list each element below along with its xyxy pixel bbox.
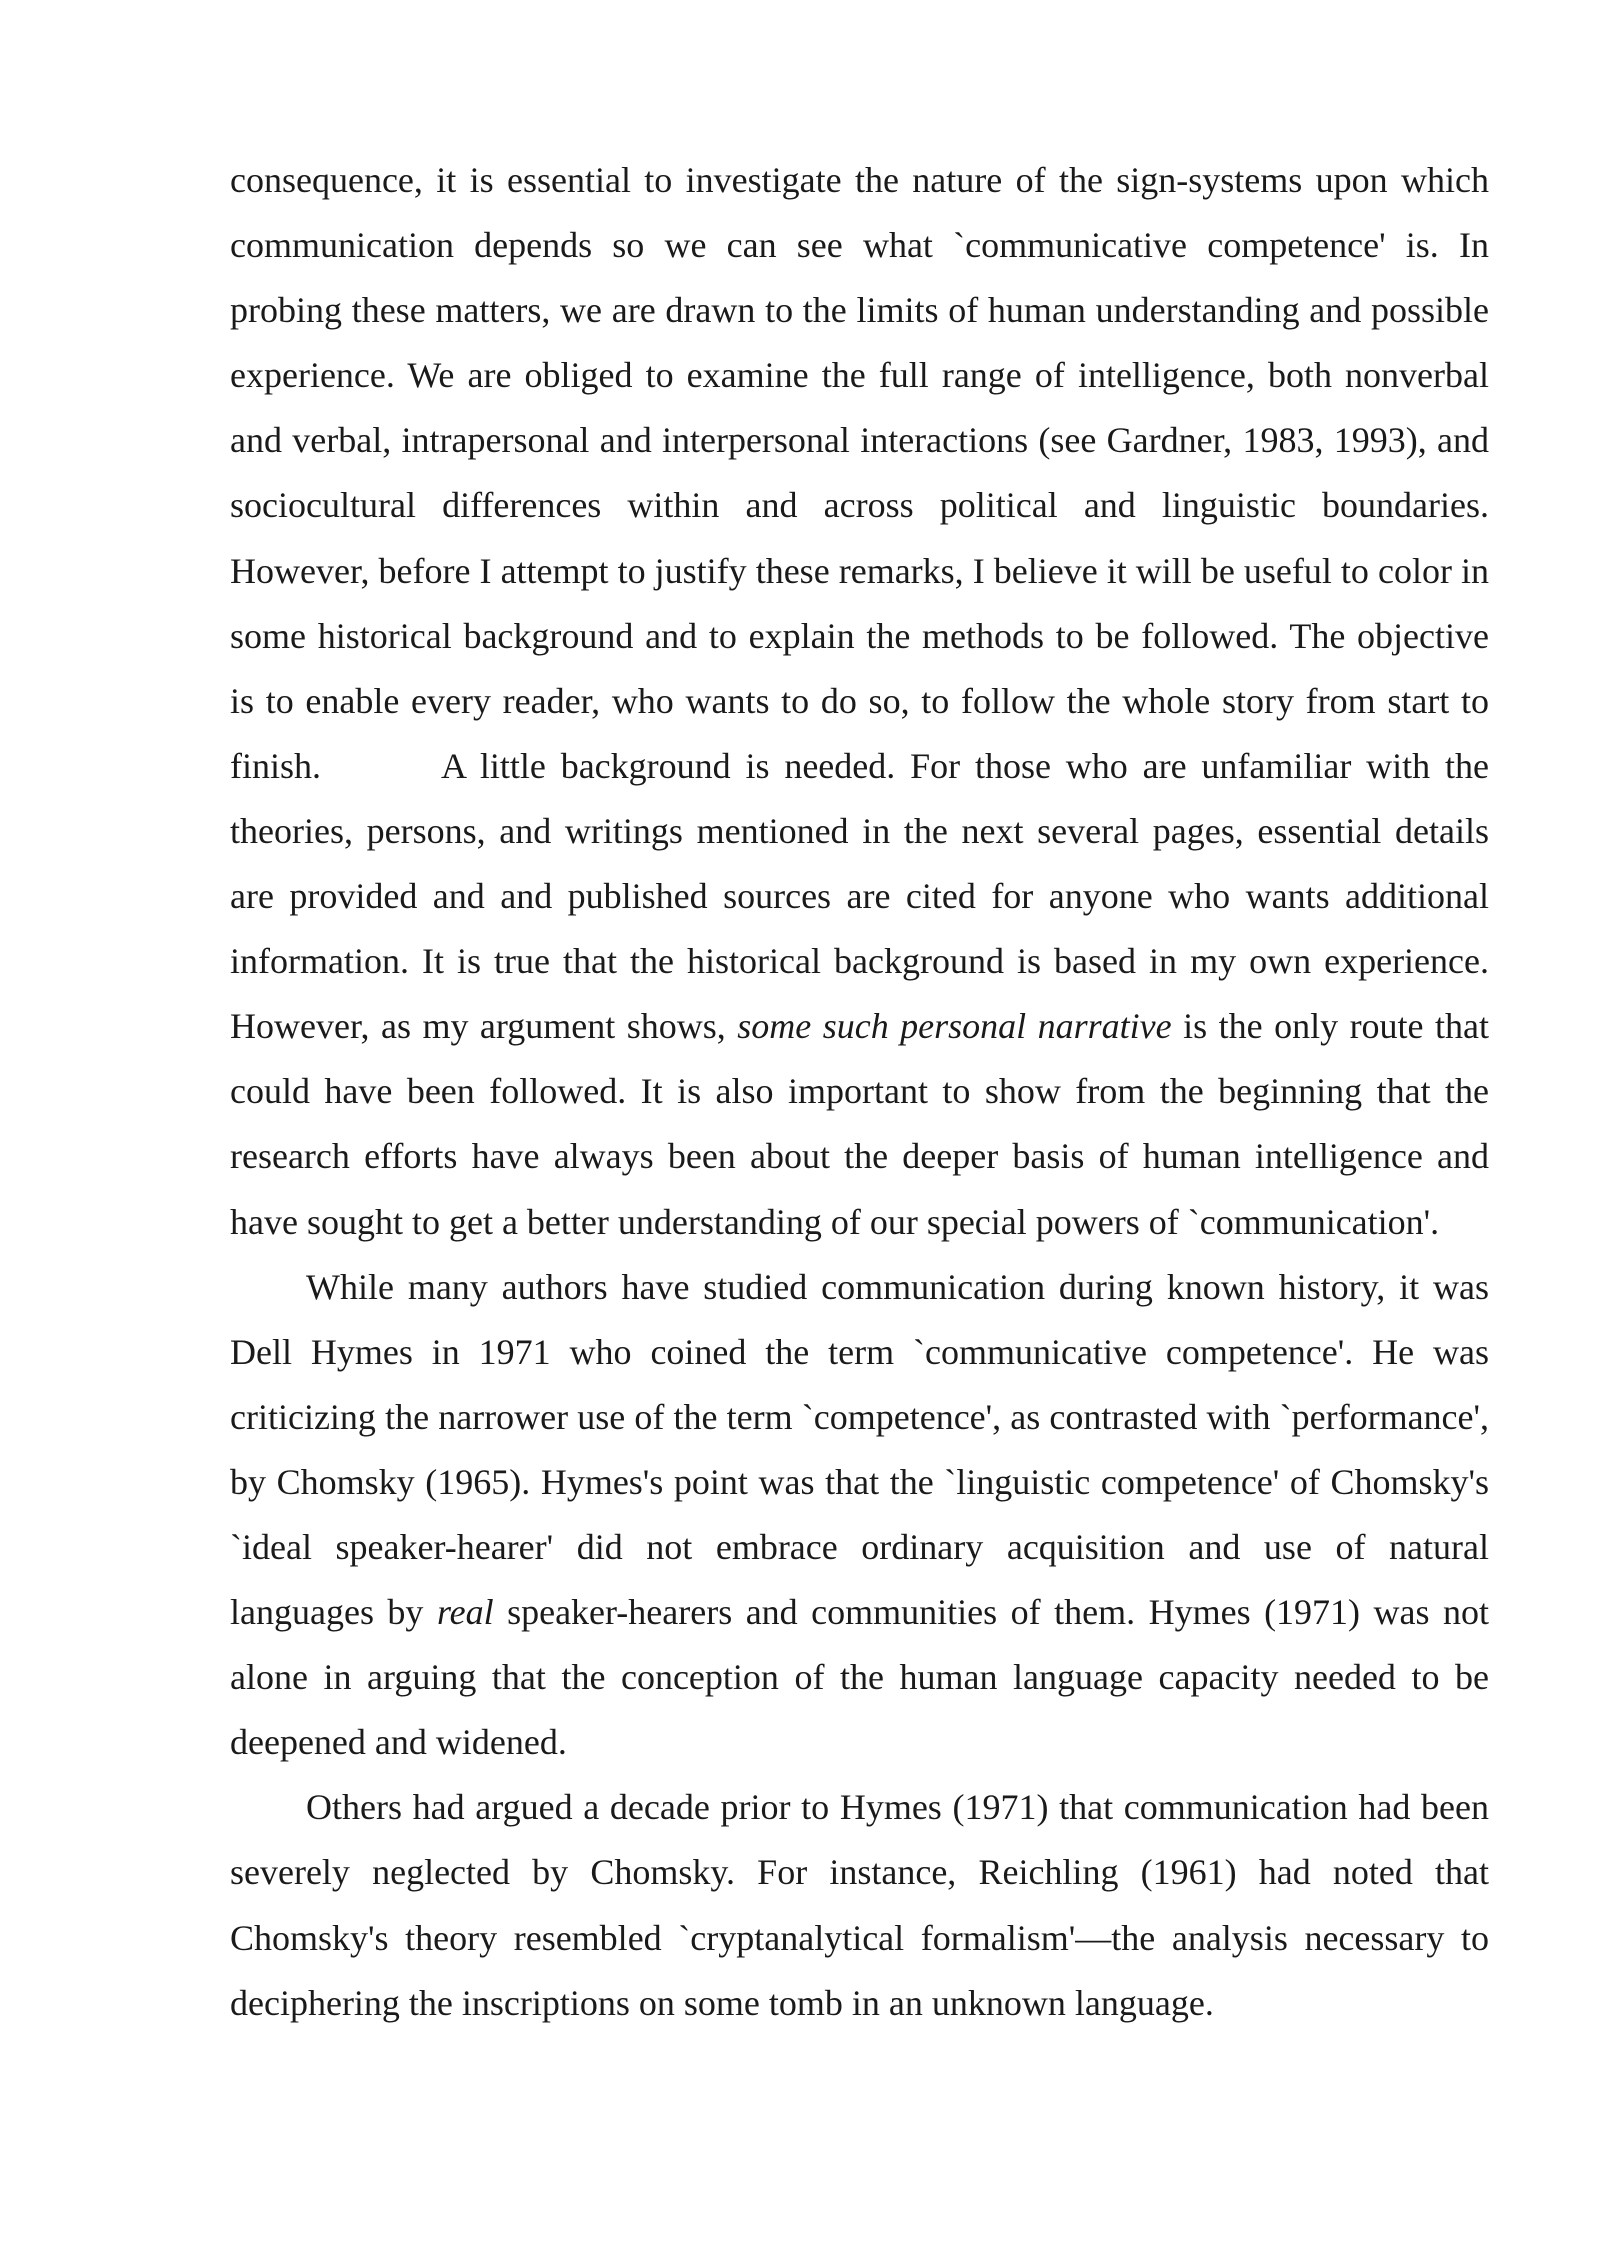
paragraph-2-text-a: While many authors have studied communication during known history, it was Dell Hymes in 1971 who coined the term `communicative competence'. He was criticizing the narrower use of the term `competence', as contrasted with `performance', by Chomsky (1965). Hymes's point was that the `linguistic competence' of Chomsky's `ideal speaker-hearer' did not embrace ordinary acquisition and use of natural languages by — [230, 1266, 1489, 1633]
paragraph-2 — [230, 1255, 1489, 1776]
paragraph-2-italic: real — [436, 1592, 494, 1633]
paragraph-3-text-a: Others had argued a decade prior to Hymes (1971) that communication had been severely neglected by Chomsky. For instance, Reichling (1961) had noted that Chomsky's theory resembled `cryptanalytical formalism'—the analysis necessary to deciphering the inscriptions on some tomb in an unknown language. — [230, 1787, 1489, 2023]
paragraph-1 — [230, 148, 1489, 1255]
body-text — [230, 148, 1489, 2036]
paragraph-1-text-c: is the only route that could have been followed. It is also important to show from the beginning that the research efforts have always been about the deeper basis of human intelligence and have sought to get a better understanding of our special powers of `communication'. — [230, 1006, 1489, 1242]
paragraph-1-italic: some such personal narrative — [737, 1006, 1172, 1047]
paragraph-1-text-a: consequence, it is essential to investigate the nature of the sign-systems upon which communication depends so we can see what `communicative competence' is. In probing these matters, we are drawn to the limits of human understanding and possible experience. We are obliged to examine the full range of intelligence, both nonverbal and verbal, intrapersonal and interpersonal interactions (see Gardner, 1983, 1993), and sociocultural differences within and across political and linguistic boundaries. However, before I attempt to justify these remarks, I believe it will be useful to color in some historical background and to explain the methods to be followed. The objective is to enable every reader, who wants to do so, to follow the whole story from start to finish. — [230, 160, 1489, 786]
paragraph-3 — [230, 1775, 1489, 2035]
paragraph-2-text-b: speaker-hearers and communities of them. Hymes (1971) was not alone in arguing that the conception of the human language capacity needed to be deepened and widened. — [230, 1592, 1490, 1763]
paragraph-1-text-b: A little background is needed. For those who are unfamiliar with the theories, persons, and writings mentioned in the next several pages, essential details are provided and and published sources are cited for anyone who wants additional information. It is true that the historical background is based in my own experience. However, as my argument shows, — [230, 745, 1489, 1047]
